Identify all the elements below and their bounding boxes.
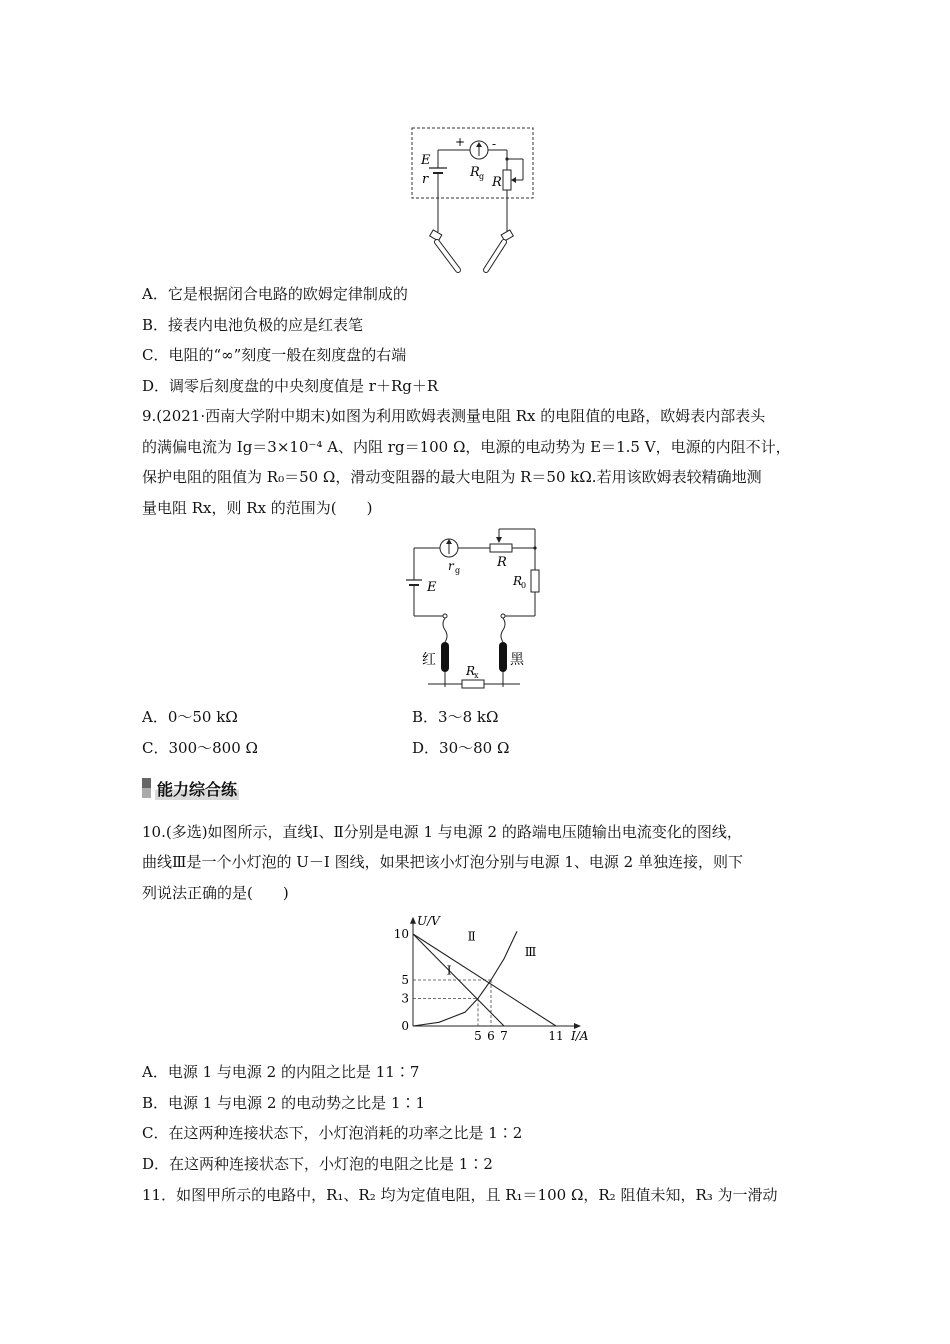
label-minus: -: [492, 137, 497, 151]
y-tick-5: 5: [401, 973, 409, 987]
y-axis-arrow-icon: [410, 917, 416, 924]
section-marker-icon: [142, 778, 151, 798]
x-tick-5: 5: [474, 1029, 482, 1043]
q9-option-c: C．300～800 Ω: [142, 739, 258, 757]
q9-option-a: A．0～50 kΩ: [142, 708, 238, 726]
x-tick-11: 11: [548, 1029, 564, 1043]
q8-option-c: C．电阻的“∞”刻度一般在刻度盘的右端: [142, 346, 407, 364]
label-rg: r: [448, 559, 454, 573]
q9-option-d: D．30～80 Ω: [412, 739, 510, 757]
probe-left: [430, 220, 458, 270]
probe-red: [441, 642, 449, 672]
q10-option-a: A．电源 1 与电源 2 的内阻之比是 11∶7: [142, 1063, 420, 1081]
label-E: E: [421, 153, 431, 168]
label-R: R: [497, 555, 507, 570]
q9-line-4: 量电阻 Rx，则 Rx 的范围为( ): [142, 499, 373, 517]
probe-right: [486, 220, 513, 270]
probe-black: [499, 642, 507, 672]
q10-option-b: B．电源 1 与电源 2 的电动势之比是 1∶1: [142, 1094, 426, 1112]
q9-option-b: B．3～8 kΩ: [412, 708, 499, 726]
label-Rg-sub: g: [479, 172, 485, 181]
x-axis-label: I/A: [571, 1029, 589, 1043]
label-Rx-sub: x: [474, 671, 479, 680]
y-tick-10: 10: [393, 927, 409, 941]
q10-option-c: C．在这两种连接状态下，小灯泡消耗的功率之比是 1∶2: [142, 1124, 523, 1142]
y-tick-0: 0: [401, 1019, 409, 1033]
q8-option-a: A．它是根据闭合电路的欧姆定律制成的: [142, 285, 408, 303]
q10-line-1: 10.(多选)如图所示，直线Ⅰ、Ⅱ分别是电源 1 与电源 2 的路端电压随输出电流变化的图线，: [142, 823, 742, 841]
q10-line-3: 列说法正确的是( ): [142, 884, 289, 902]
series-line-3: [413, 931, 517, 1026]
ohmmeter-circuit-figure: [400, 120, 550, 278]
label-R0: R: [513, 574, 523, 588]
label-Rx: R: [466, 664, 476, 678]
label-Rg: R: [470, 165, 480, 180]
label-E: E: [427, 580, 437, 595]
label-rg-sub: g: [455, 566, 461, 575]
section-title: 能力综合练: [155, 777, 239, 800]
q10-option-d: D．在这两种连接状态下，小灯泡的电阻之比是 1∶2: [142, 1155, 493, 1173]
series-label-1: Ⅰ: [446, 963, 452, 978]
q10-line-2: 曲线Ⅲ是一个小灯泡的 U－I 图线，如果把该小灯泡分别与电源 1、电源 2 单独连接，则下: [142, 853, 743, 871]
resistor-Rx-symbol: [462, 680, 484, 688]
label-r: r: [422, 172, 429, 187]
x-tick-7: 7: [500, 1029, 508, 1043]
series-label-3: Ⅲ: [524, 945, 537, 960]
q9-line-1: 9.(2021·西南大学附中期末)如图为利用欧姆表测量电阻 Rx 的电阻值的电路，欧姆表内部表头: [142, 407, 766, 425]
q9-line-2: 的满偏电流为 Ig＝3×10⁻⁴ A、内阻 rg＝100 Ω，电源的电动势为 E＝1.5 V，电源的内阻不计，: [142, 438, 791, 456]
rheostat-R-symbol: [490, 544, 512, 552]
label-red: 红: [422, 652, 436, 668]
label-R0-sub: 0: [521, 581, 527, 590]
resistor-R0-symbol: [531, 570, 539, 592]
section-heading: [142, 776, 239, 800]
y-tick-3: 3: [401, 991, 409, 1006]
x-tick-6: 6: [487, 1029, 495, 1043]
y-axis-label: U/V: [417, 913, 440, 928]
q11-line-1: 11．如图甲所示的电路中，R₁、R₂ 均为定值电阻，且 R₁＝100 Ω，R₂ 阻值未知，R₃ 为一滑动: [142, 1186, 778, 1204]
rheostat-symbol: [503, 170, 511, 190]
q8-option-b: B．接表内电池负极的应是红表笔: [142, 316, 364, 334]
series-label-2: Ⅱ: [467, 929, 476, 944]
label-black: 黑: [510, 652, 524, 668]
q9-circuit-figure: [400, 524, 560, 694]
q10-ui-chart: [375, 908, 589, 1044]
label-plus: +: [455, 135, 466, 149]
label-R: R: [492, 175, 502, 190]
q8-option-d: D．调零后刻度盘的中央刻度值是 r＋Rg＋R: [142, 377, 439, 395]
q9-line-3: 保护电阻的阻值为 R₀＝50 Ω，滑动变阻器的最大电阻为 R＝50 kΩ.若用该欧姆表较精确地测: [142, 468, 762, 486]
